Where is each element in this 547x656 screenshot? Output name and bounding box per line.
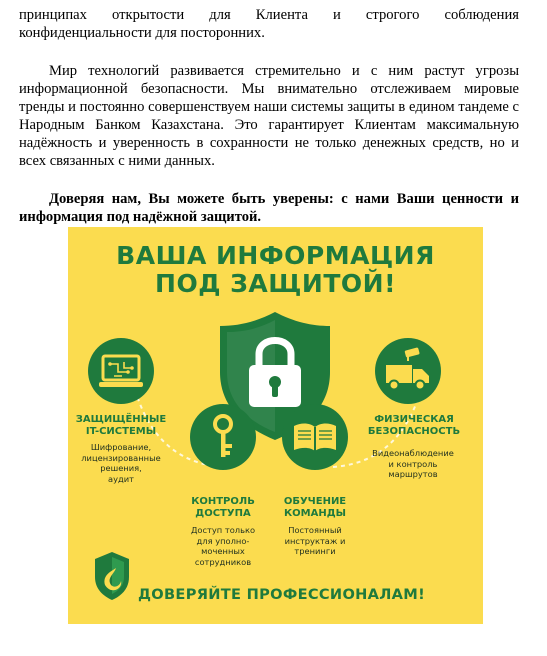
team-training-title: ОБУЧЕНИЕ КОМАНДЫ xyxy=(283,496,347,519)
security-poster xyxy=(68,227,483,624)
document-body xyxy=(19,6,519,226)
access-control-badge xyxy=(190,404,256,470)
it-systems-desc: Шифрование, лицензированные решения, аудит xyxy=(81,442,161,484)
access-control-title: КОНТРОЛЬ ДОСТУПА xyxy=(191,496,255,519)
computer-icon xyxy=(88,338,154,404)
poster-title-line2: ПОД ЗАЩИТОЙ! xyxy=(155,269,396,298)
paragraph-2: Мир технологий развивается стремительно и с ним растут угрозы информационной безопасности. Мы внимательно отслеживаем мировые тренды и постоянно совершенствуем наши системы защиты в едином тандеме с Народным Банком Казахстана. Это гарантирует Клиентам максимальную надёжность и уверенность в сохранности не только денежных средств, но и всех связанных с ними данных. xyxy=(19,63,519,169)
physical-security-badge xyxy=(375,338,441,404)
paragraph-1: принципах открытости для Клиента и строгого соблюдения конфиденциальности для посторонних. xyxy=(19,7,519,41)
physical-security-desc: Видеонаблюдение и контроль маршрутов xyxy=(372,448,454,479)
poster-title-line1: ВАША ИНФОРМАЦИЯ xyxy=(116,241,435,270)
key-icon xyxy=(190,404,256,470)
team-training-badge xyxy=(282,404,348,470)
team-training-desc: Постоянный инструктаж и тренинги xyxy=(284,525,346,556)
it-systems-badge xyxy=(88,338,154,404)
footer-slogan: ДОВЕРЯЙТЕ ПРОФЕССИОНАЛАМ! xyxy=(138,586,426,603)
access-control-desc: Доступ только для уполно- моченных сотрудников xyxy=(190,525,256,567)
company-logo xyxy=(94,551,130,601)
truck-camera-icon xyxy=(375,338,441,404)
physical-security-title: ФИЗИЧЕСКАЯ БЕЗОПАСНОСТЬ xyxy=(367,414,461,437)
book-icon xyxy=(282,404,348,470)
paragraph-3: Доверяя нам, Вы можете быть уверены: с нами Ваши ценности и информация под надёжной защитой. xyxy=(19,191,519,225)
it-systems-title: ЗАЩИЩЁННЫЕ IT-СИСТЕМЫ xyxy=(75,414,167,437)
